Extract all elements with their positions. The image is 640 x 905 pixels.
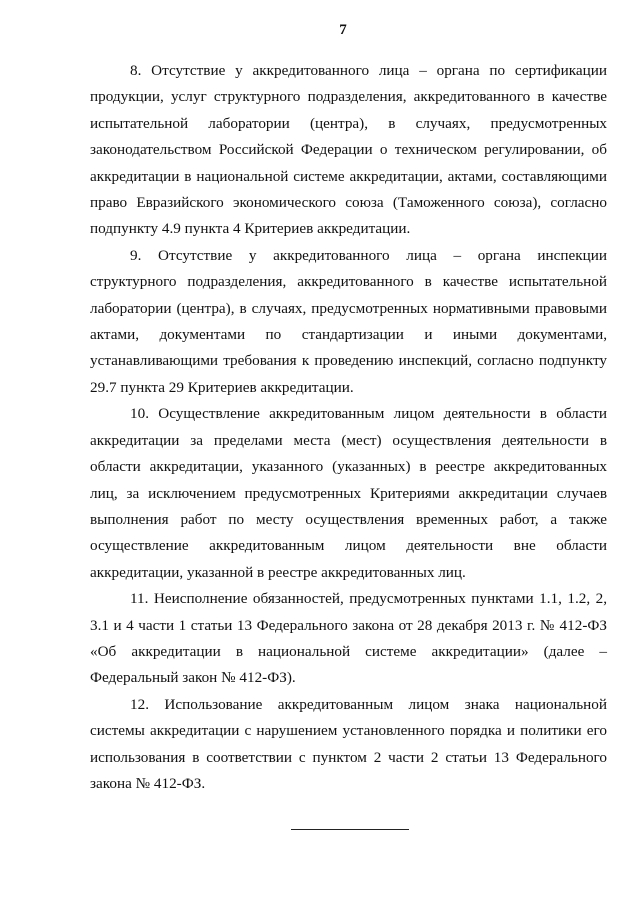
paragraph-12: 12. Использование аккредитованным лицом знака национальной системы аккредитации с нарушением установленного порядка и политики его использования в соответствии с пунктом 2 части 2 статьи 13 Федерального закона № 412-ФЗ. (90, 695, 607, 792)
end-divider-line (291, 829, 409, 830)
document-body (90, 58, 607, 797)
page-number: 7 (339, 22, 347, 38)
paragraph-8: 8. Отсутствие у аккредитованного лица – органа по сертификации продукции, услуг структурного подразделения, аккредитованного в качестве испытательной лаборатории (центра), в случаях, предусмотренных законодательством Российской Федерации о техническом регулировании, об аккредитации в национальной системе аккредитации, актами, составляющими право Евразийского экономического союза (Таможенного союза), согласно подпункту 4.9 пункта 4 Критериев аккредитации. (90, 62, 607, 238)
paragraph-10: 10. Осуществление аккредитованным лицом деятельности в области аккредитации за пределами места (мест) осуществления деятельности в области аккредитации, указанного (указанных) в реестре аккредитованных лиц, за исключением предусмотренных Критериями аккредитации случаев выполнения работ по месту осуществления временных работ, а также осуществление аккредитованным лицом деятельности вне области аккредитации, указанной в реестре аккредитованных лиц. (90, 405, 607, 581)
paragraph-11: 11. Неисполнение обязанностей, предусмотренных пунктами 1.1, 1.2, 2, 3.1 и 4 части 1 статьи 13 Федерального закона от 28 декабря 2013 г. № 412-ФЗ «Об аккредитации в национальной системе аккредитации» (далее – Федеральный закон № 412-ФЗ). (90, 590, 607, 687)
paragraph-9: 9. Отсутствие у аккредитованного лица – органа инспекции структурного подразделения, аккредитованного в качестве испытательной лаборатории (центра), в случаях, предусмотренных нормативными правовыми актами, документами по стандартизации и иными документами, устанавливающими требования к проведению инспекций, согласно подпункту 29.7 пункта 29 Критериев аккредитации. (90, 246, 607, 396)
